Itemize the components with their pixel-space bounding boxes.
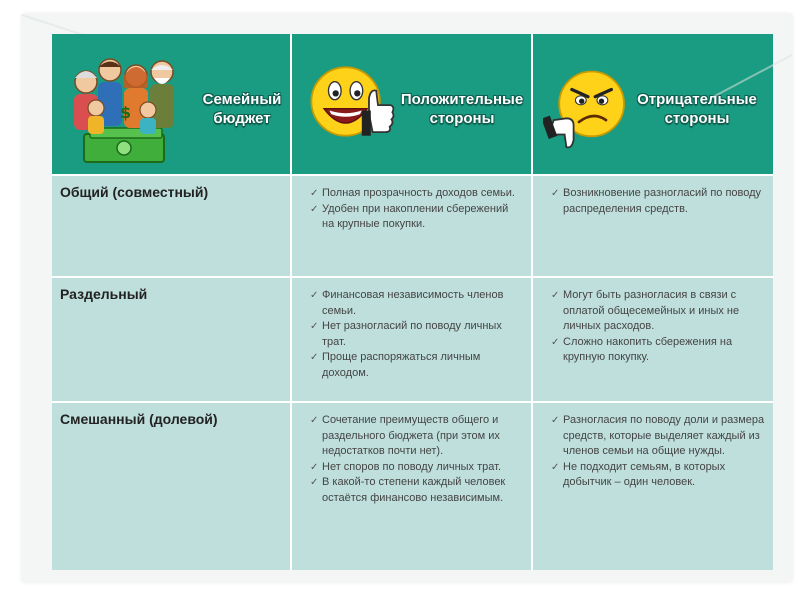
positives-cell-joint bbox=[292, 176, 533, 278]
svg-text:$: $ bbox=[120, 103, 132, 122]
header-negative-title: Отрицательные стороны bbox=[637, 91, 757, 127]
angry-smiley-icon bbox=[543, 60, 633, 164]
check-icon: ✓ bbox=[551, 461, 560, 473]
list-item: ✓ Не подходит семьям, в которых добытчик – один человек. bbox=[551, 460, 726, 488]
list-item: ✓ Нет споров по поводу личных трат. bbox=[310, 460, 523, 476]
list-item: ✓ Разногласия по поводу доли и размера средств, которые выделяет каждый из членов семьи на общие нужды. bbox=[551, 414, 765, 457]
list-item: ✓ Сочетание преимуществ общего и раздельного бюджета (при этом их недостатков почти нет). bbox=[310, 414, 500, 457]
row-label-cell bbox=[52, 403, 292, 570]
positives-cell-mixed bbox=[292, 403, 533, 570]
check-icon: ✓ bbox=[310, 203, 319, 215]
row-label-cell bbox=[52, 176, 292, 278]
budget-table bbox=[52, 34, 773, 570]
happy-smiley-icon bbox=[306, 56, 396, 156]
header-cell-negative bbox=[533, 34, 773, 176]
positives-list-mixed bbox=[310, 413, 523, 506]
list-item: ✓ Проще распоряжаться личным доходом. bbox=[310, 351, 481, 379]
list-item: ✓ Полная прозрачность доходов семьи. bbox=[310, 186, 523, 202]
list-item: ✓ Нет разногласий по поводу личных трат. bbox=[310, 320, 502, 348]
row-label-cell bbox=[52, 278, 292, 403]
check-icon: ✓ bbox=[551, 336, 560, 348]
negatives-cell-separate bbox=[533, 278, 773, 403]
positives-list-separate bbox=[310, 288, 523, 381]
list-item: ✓ Сложно накопить сбережения на крупную покупку. bbox=[551, 335, 733, 363]
header-positive-title: Положительные стороны bbox=[400, 91, 524, 127]
list-item: ✓ Могут быть разногласия в связи с оплатой общесемейных и иных не личных расходов. bbox=[551, 289, 740, 332]
check-icon: ✓ bbox=[551, 188, 560, 199]
header-cell-budget bbox=[52, 34, 292, 176]
header-budget-title: Семейный бюджет bbox=[202, 91, 282, 127]
row-label-separate: Раздельный bbox=[60, 286, 148, 302]
check-icon: ✓ bbox=[310, 461, 319, 473]
positives-list-joint bbox=[310, 186, 523, 233]
check-icon: ✓ bbox=[310, 477, 319, 488]
check-icon: ✓ bbox=[310, 352, 319, 363]
negatives-cell-mixed bbox=[533, 403, 773, 570]
check-icon: ✓ bbox=[310, 188, 319, 199]
negatives-list-mixed bbox=[551, 413, 765, 491]
list-item: ✓ Финансовая независимость членов семьи. bbox=[310, 289, 504, 317]
negatives-cell-joint bbox=[533, 176, 773, 278]
check-icon: ✓ bbox=[551, 415, 560, 426]
header-cell-positive bbox=[292, 34, 533, 176]
check-icon: ✓ bbox=[551, 290, 560, 301]
negatives-list-separate bbox=[551, 288, 765, 366]
family-icon bbox=[64, 48, 190, 168]
negatives-list-joint bbox=[551, 186, 765, 217]
row-label-joint: Общий (совместный) bbox=[60, 184, 209, 200]
slide bbox=[22, 14, 792, 582]
list-item: ✓ В какой-то степени каждый человек остаётся финансово независимым. bbox=[310, 476, 506, 504]
row-label-mixed: Смешанный (долевой) bbox=[60, 411, 218, 427]
positives-cell-separate bbox=[292, 278, 533, 403]
list-item: ✓ Возникновение разногласий по поводу распределения средств. bbox=[551, 187, 762, 215]
check-icon: ✓ bbox=[310, 290, 319, 301]
list-item: ✓ Удобен при накоплении сбережений на крупные покупки. bbox=[310, 202, 509, 230]
check-icon: ✓ bbox=[310, 415, 319, 426]
check-icon: ✓ bbox=[310, 321, 319, 332]
